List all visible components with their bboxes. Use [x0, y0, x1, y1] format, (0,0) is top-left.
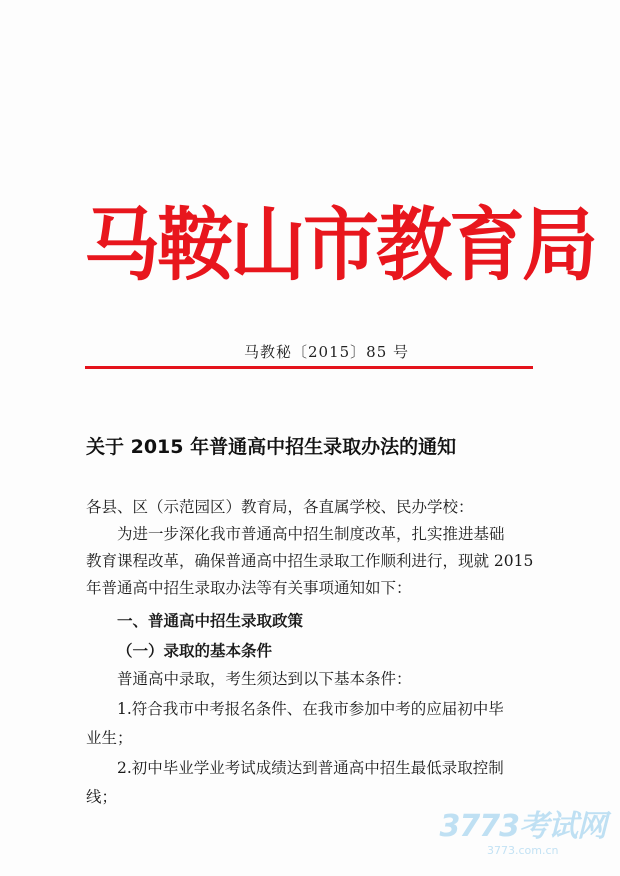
site-watermark	[440, 810, 607, 857]
list-item-continuation: 业生；	[86, 729, 133, 747]
subsection-heading: （一）录取的基本条件	[117, 642, 273, 660]
body-line: 普通高中录取，考生须达到以下基本条件：	[117, 670, 412, 688]
document-number: 马教秘〔2015〕85 号	[244, 343, 410, 361]
body-line: 为进一步深化我市普通高中招生制度改革，扎实推进基础	[117, 525, 505, 543]
body-line: 年普通高中招生录取办法等有关事项通知如下：	[86, 579, 412, 597]
list-item: 2.初中毕业学业考试成绩达到普通高中招生最低录取控制	[117, 759, 504, 777]
masthead-title: 马鞍山市教育局	[84, 197, 595, 292]
section-heading: 一、普通高中招生录取政策	[117, 612, 304, 630]
list-item: 1.符合我市中考报名条件、在我市参加中考的应届初中毕	[117, 700, 504, 718]
body-line: 教育课程改革，确保普通高中招生录取工作顺利进行，现就 2015	[86, 552, 534, 570]
notice-title: 关于 2015 年普通高中招生录取办法的通知	[86, 436, 457, 458]
red-divider	[85, 366, 533, 369]
salutation: 各县、区（示范园区）教育局，各直属学校、民办学校：	[86, 498, 474, 516]
watermark-logo: 3773考试网	[439, 809, 606, 844]
list-item-continuation: 线；	[86, 788, 118, 806]
watermark-url: 3773.com.cn	[487, 844, 559, 857]
